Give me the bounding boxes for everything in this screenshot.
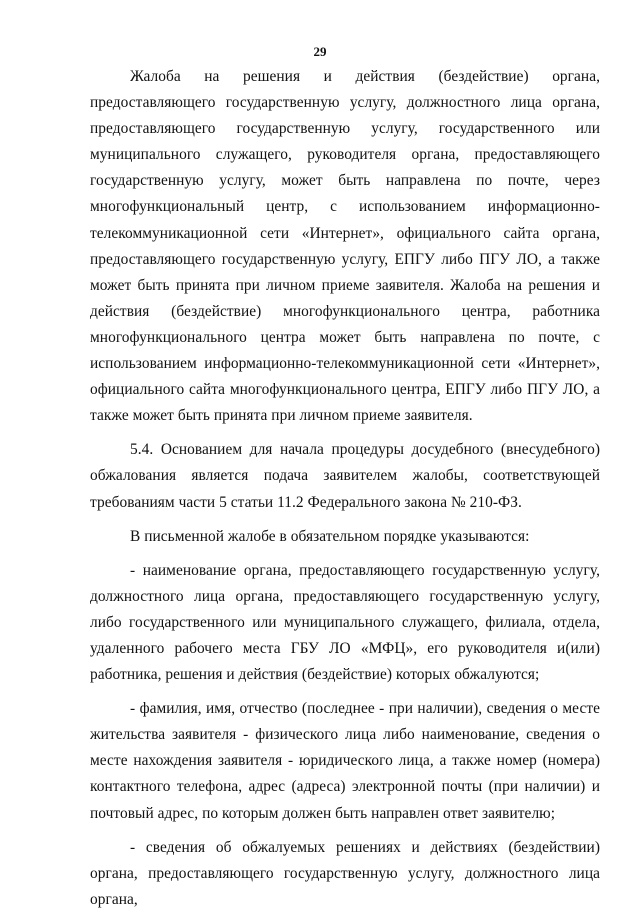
list-item-appealed-decisions: - сведения об обжалуемых решениях и действиях (бездействии) органа, предоставляющего государственную услугу, должностного лица органа, bbox=[90, 838, 600, 908]
page-number: 29 bbox=[313, 44, 327, 59]
list-item-authority-name: - наименование органа, предоставляющего государственную услугу, должностного лица органа, предоставляющего государственную услугу, либо государственного или муниципального служащего, филиала, отдела, удаленного рабочего места ГБУ ЛО «МФЦ», его руководителя и(или) работника, решения и действия (бездействие) которых обжалуются; bbox=[90, 561, 600, 684]
paragraph-written-complaint-intro: В письменной жалобе в обязательном порядке указываются: bbox=[130, 527, 530, 545]
list-item-applicant-details: - фамилия, имя, отчество (последнее - при наличии), сведения о месте жительства заявителя - физического лица либо наименование, сведения о месте нахождения заявителя - юридического лица, а также номер (номера) контактного телефона, адрес (адреса) электронной почты (при наличии) и почтовый адрес, по которым должен быть направлен ответ заявителю; bbox=[90, 700, 600, 822]
paragraph-section-5-4: 5.4. Основанием для начала процедуры досудебного (внесудебного) обжалования является подача заявителем жалобы, соответствующей требованиям части 5 статьи 11.2 Федерального закона № 210-ФЗ. bbox=[90, 441, 600, 511]
document-body bbox=[90, 64, 600, 913]
paragraph-complaint-channels: Жалоба на решения и действия (бездействие) органа, предоставляющего государственную услугу, должностного лица органа, предоставляющего государственную услугу, государственного или муниципального служащего, руководителя органа, предоставляющего государственную услугу, может быть направлена по почте, через многофункциональный центр, с использованием информационно-телекоммуникационной сети «Интернет», официального сайта органа, предоставляющего государственную услугу, ЕПГУ либо ПГУ ЛО, а также может быть принята при личном приеме заявителя. Жалоба на решения и действия (бездействие) многофункционального центра, работника многофункционального центра может быть направлена по почте, с использованием информационно-телекоммуникационной сети «Интернет», официального сайта многофункционального центра, ЕПГУ либо ПГУ ЛО, а также может быть принята при личном приеме заявителя. bbox=[90, 68, 600, 425]
